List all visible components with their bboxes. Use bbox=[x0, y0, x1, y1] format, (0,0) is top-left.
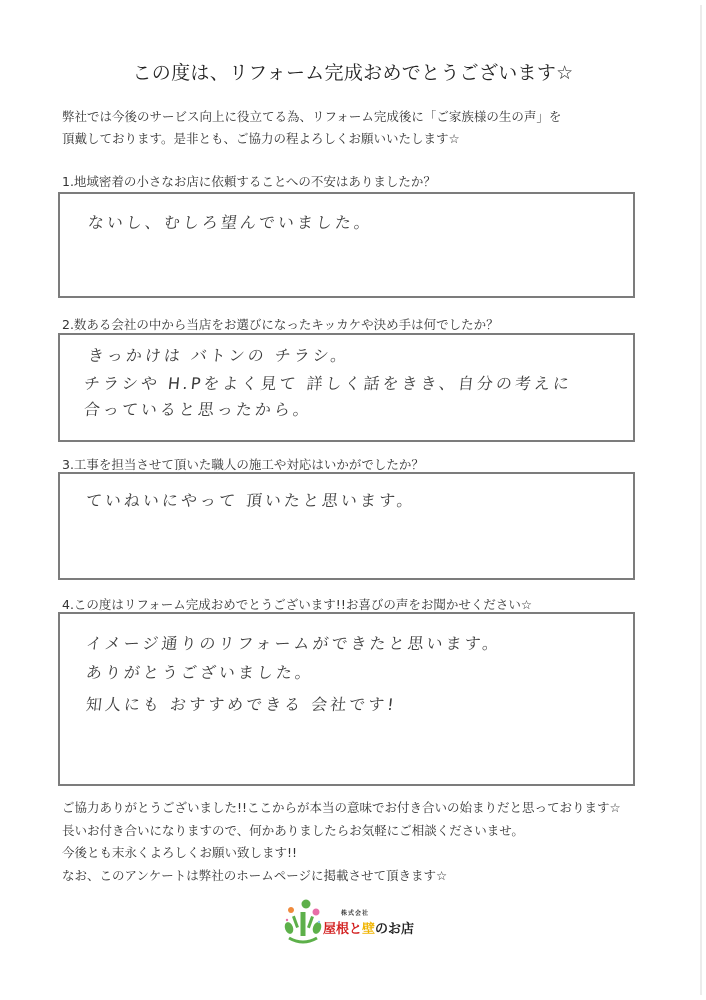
logo-company-name bbox=[323, 918, 414, 937]
question-4-label: 4.この度はリフォーム完成おめでとうございます!!お喜びの声をお聞かせください☆ bbox=[62, 597, 533, 612]
intro-line: 頂戴しております。是非とも、ご協力の程よろしくお願いいたします☆ bbox=[62, 131, 460, 146]
logo-name-part2: 壁 bbox=[362, 922, 376, 937]
question-2-label: 2.数ある会社の中から当店をお選びになったキッカケや決め手は何でしたか？ bbox=[62, 317, 499, 332]
handwritten-answer-line: 知人にも おすすめできる 会社です! bbox=[84, 695, 398, 714]
closing-text bbox=[62, 797, 682, 887]
handwritten-answer-line: きっかけは バトンの チラシ。 bbox=[86, 346, 351, 365]
question-3-answer-box bbox=[58, 472, 635, 580]
scan-edge-line bbox=[700, 5, 702, 995]
question-4-answer-box bbox=[58, 612, 635, 786]
question-1-answer-box bbox=[58, 192, 635, 298]
handwritten-answer-line: ありがとうございました。 bbox=[84, 663, 315, 682]
logo-company-type: 株式会社 bbox=[341, 910, 370, 917]
closing-line: 今後とも末永くよろしくお願い致します!! bbox=[62, 845, 298, 860]
closing-line: ご協力ありがとうございました!!ここからが本当の意味でお付き合いの始まりだと思っております☆ bbox=[62, 800, 621, 815]
intro-text bbox=[62, 106, 662, 150]
handwritten-answer-line: ていねいにやって 頂いたと思います。 bbox=[84, 491, 417, 510]
question-1-label: 1.地域密着の小さなお店に依頼することへの不安はありましたか？ bbox=[62, 174, 436, 189]
logo-name-part3: のお店 bbox=[375, 922, 415, 937]
handwritten-answer-line: ないし、むしろ望んでいました。 bbox=[86, 213, 374, 232]
closing-line: 長いお付き合いになりますので、何かありましたらお気軽にご相談くださいませ。 bbox=[62, 822, 524, 838]
company-logo bbox=[283, 898, 423, 948]
handwritten-answer-line: 合っていると思ったから。 bbox=[82, 400, 313, 419]
question-2-answer-box bbox=[58, 333, 635, 442]
tree-logo-icon bbox=[283, 898, 323, 948]
page-title: この度は、リフォーム完成おめでとうございます☆ bbox=[132, 62, 574, 84]
closing-line: なお、このアンケートは弊社のホームページに掲載させて頂きます☆ bbox=[62, 867, 448, 883]
logo-name-part1: 屋根と bbox=[323, 922, 363, 937]
handwritten-answer-line: イメージ通りのリフォームができたと思います。 bbox=[84, 634, 503, 653]
intro-line: 弊社では今後のサービス向上に役立てる為、リフォーム完成後に「ご家族様の生の声」を bbox=[62, 109, 562, 124]
handwritten-answer-line: チラシや H.Pをよく見て 詳しく話をきき、自分の考えに bbox=[82, 374, 573, 393]
question-3-label: 3.工事を担当させて頂いた職人の施工や対応はいかがでしたか？ bbox=[62, 457, 424, 472]
